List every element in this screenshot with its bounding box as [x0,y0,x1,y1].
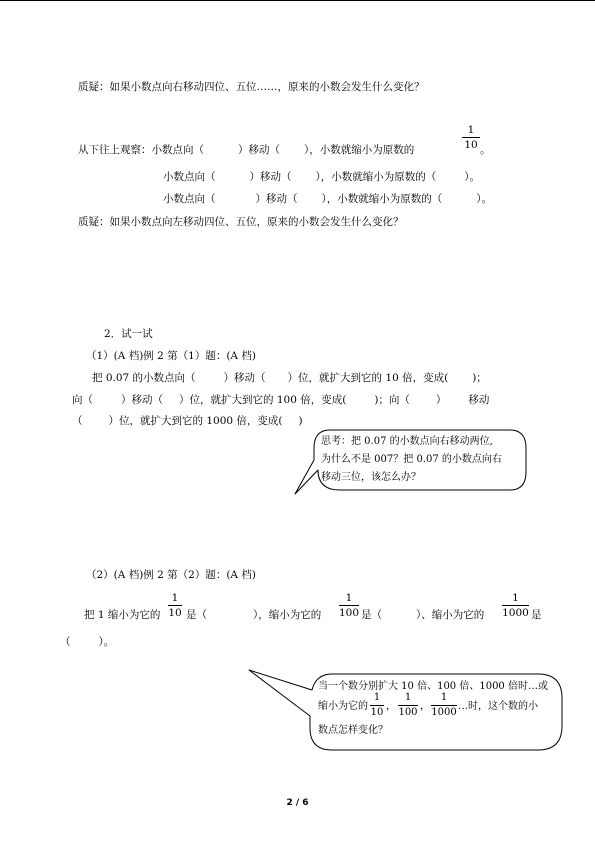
question-right-shift: 质疑：如果小数点向右移动四位、五位……，原来的小数会发生什么变化？ [78,81,425,93]
bubble-2-line-1: 当一个数分别扩大 10 倍、100 倍、1000 倍时…或 [318,681,548,692]
bubble-fraction-tenth: 1 10 [370,692,384,718]
bubble-fraction-thousandth: 1 1000 [431,692,457,718]
exercise-2-line-2: （ ）。 [60,636,115,648]
fraction-ex2-hundredth: 1 100 [339,592,360,619]
bubble-2-line-2-start: 缩小为它的 [318,701,368,712]
page-number: 2 / 6 [286,798,309,808]
exercise-2-segment-f: 是 [531,609,542,621]
question-left-shift: 质疑：如果小数点向左移动四位、五位，原来的小数会发生什么变化？ [78,216,404,228]
fraction-one-tenth: 1 10 [462,124,480,151]
bubble-2-line-3: 数点怎样变化？ [318,725,388,736]
bubble-2-line-2-end: …时，这个数的小 [458,701,538,712]
fraction-ex2-thousandth: 1 1000 [502,592,529,619]
observation-line-3: 小数点向（ ）移动（ ），小数就缩小为原数的（ ）。 [163,193,492,205]
observation-line-2: 小数点向（ ）移动（ ），小数就缩小为原数的（ ）。 [163,171,480,183]
observation-line-1: 从下往上观察：小数点向（ ）移动（ ），小数就缩小为原数的 [78,144,415,156]
fraction-ex2-tenth: 1 10 [168,592,182,619]
exercise-1-title: （1）(A 档)例 2 第（1）题：(A 档) [86,350,256,362]
exercise-1-line-1: 把 0.07 的小数点向（ ）移动（ ）位，就扩大到它的 10 倍，变成( )； [92,372,487,384]
bubble-2-comma-2: ， [420,701,430,712]
bubble-fraction-hundredth: 1 100 [398,692,418,718]
exercise-2-segment-b: 是（ ），缩小为它的 [186,609,322,621]
exercise-2-line-1: 把 1 缩小为它的 [84,609,161,621]
exercise-1-line-2: 向（ ）移动（ ）位，就扩大到它的 100 倍，变成( )；向（ ） 移动 [72,394,490,406]
observation-line-1-end: 。 [480,144,491,156]
exercise-2-segment-d: 是（ ）、缩小为它的 [361,609,485,621]
bubble-1-text: 思考：把 0.07 的小数点向右移动两位, 为什么不是 007？把 0.07 的小数点向右 移动三位，该怎么办？ [321,436,502,483]
exercise-2-title: （2）(A 档)例 2 第（2）题：(A 档) [86,569,256,581]
exercise-1-line-3: （ ）位，就扩大到它的 1000 倍，变成( ) [72,415,303,427]
bubble-2-comma-1: ， [386,701,396,712]
section-heading: 2．试一试 [104,328,153,340]
